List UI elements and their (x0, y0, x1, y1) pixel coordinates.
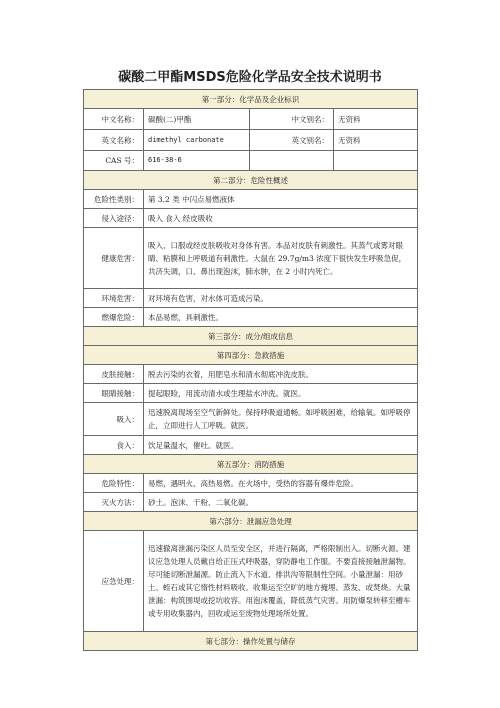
skin-contact-label: 皮肤接触： (84, 365, 144, 384)
hazard-feature-value: 易燃，遇明火、高热易燃。在火场中，受热的容器有爆炸危险。 (144, 474, 418, 493)
cas-value: 616-38-6 (144, 151, 250, 171)
env-value: 对环境有危害，对水体可造成污染。 (144, 289, 418, 308)
spill-response-label: 应急处理： (84, 531, 144, 632)
eye-contact-label: 眼睛接触： (84, 384, 144, 403)
spill-response-value: 迅速撤离泄漏污染区人员至安全区，并进行隔离，严格限制出入。切断火源。建议应急处理人员戴自给正压式呼吸器，穿防静电工作服。不要直接接触泄漏物。尽可能切断泄漏源。防止流入下水道、排洪沟等限制性空间。小量泄漏：用砂土、蛭石或其它惰性材料吸收。收集运至空旷的地方掩埋、蒸发、或焚烧。大量泄漏：构筑围堤或挖坑收容。用泡沫覆盖，降低蒸气灾害。用防爆泵转移至槽车或专用收集器内，回收或运至废物处理场所处置。 (144, 531, 418, 632)
env-label: 环境危害： (84, 289, 144, 308)
health-value: 吸入、口服或经皮肤吸收对身体有害。本品对皮肤有刺激性。其蒸气或雾对眼睛、粘膜和上呼吸道有刺激性。大鼠在 29.7g/m3 浓度下很快发生呼吸急促，共济失调，口、鼻出现泡沫，肺水肿，在 2 小时内死亡。 (144, 228, 418, 289)
cn-alias-label: 中文别名： (250, 109, 334, 130)
hazard-class-value: 第 3.2 类 中闪点易燃液体 (144, 190, 418, 209)
ingestion-value: 饮足量温水，催吐。就医。 (144, 436, 418, 455)
fire-risk-label: 燃爆危险： (84, 308, 144, 327)
en-alias-label: 英文别名： (250, 130, 334, 151)
route-value: 吸入 食入 经皮吸收 (144, 209, 418, 228)
extinguish-label: 灭火方法： (84, 493, 144, 512)
inhalation-label: 吸入： (84, 403, 144, 436)
section-6-header: 第六部分：泄漏应急处理 (84, 512, 418, 531)
cn-name-value: 碳酸(二)甲酯 (144, 109, 250, 130)
en-name-value: dimethyl carbonate (144, 130, 250, 151)
section-2-header: 第二部分：危险性概述 (84, 171, 418, 190)
health-label: 健康危害： (84, 228, 144, 289)
section-1-header: 第一部分：化学品及企业标识 (84, 90, 418, 109)
hazard-feature-label: 危险特性： (84, 474, 144, 493)
hazard-class-label: 危险性类别： (84, 190, 144, 209)
fire-risk-value: 本品易燃，具刺激性。 (144, 308, 418, 327)
en-alias-value: 无资料 (334, 130, 418, 151)
ingestion-label: 食入： (84, 436, 144, 455)
cas-label: CAS 号： (84, 151, 144, 171)
document-title: 碳酸二甲酯MSDS危险化学品安全技术说明书 (118, 70, 382, 85)
section-4-header: 第四部分：急救措施 (84, 346, 418, 365)
section-3-header: 第三部分：成分/组成信息 (84, 327, 418, 346)
cn-name-label: 中文名称： (84, 109, 144, 130)
en-name-label: 英文名称： (84, 130, 144, 151)
cn-alias-value: 无资料 (334, 109, 418, 130)
eye-contact-value: 提起眼睑，用流动清水或生理盐水冲洗。就医。 (144, 384, 418, 403)
msds-table (83, 89, 418, 651)
route-label: 侵入途径： (84, 209, 144, 228)
section-7-header: 第七部分：操作处置与储存 (84, 632, 418, 651)
skin-contact-value: 脱去污染的衣着，用肥皂水和清水彻底冲洗皮肤。 (144, 365, 418, 384)
inhalation-value: 迅速脱离现场至空气新鲜处。保持呼吸道通畅。如呼吸困难，给输氧。如呼吸停止，立即进行人工呼吸。就医。 (144, 403, 418, 436)
extinguish-value: 砂土。泡沫、干粉、二氧化碳。 (144, 493, 418, 512)
section-5-header: 第五部分：消防措施 (84, 455, 418, 474)
